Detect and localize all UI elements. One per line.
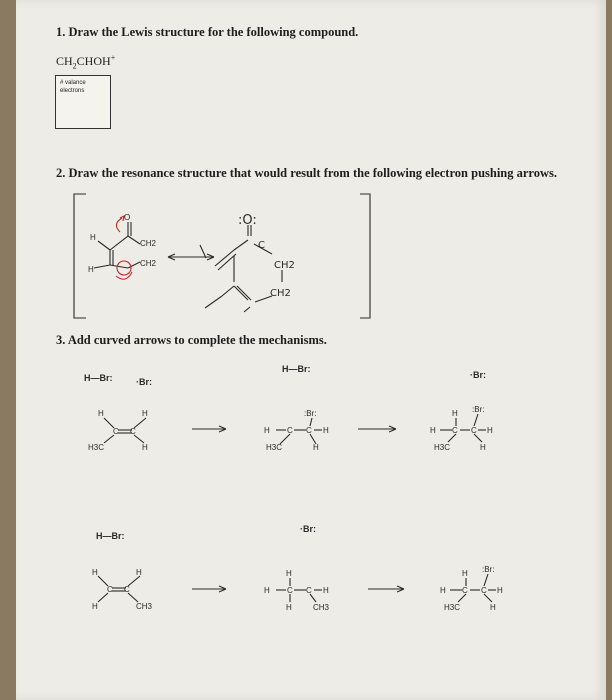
svg-text:H3C: H3C bbox=[266, 443, 283, 452]
q2-h-top: H bbox=[90, 233, 96, 242]
svg-text:H: H bbox=[313, 443, 319, 452]
svg-text::Br:: :Br: bbox=[482, 565, 495, 574]
svg-text:H: H bbox=[462, 569, 468, 578]
svg-text:H: H bbox=[323, 426, 329, 435]
svg-text:H: H bbox=[323, 586, 329, 595]
right-bracket bbox=[360, 194, 370, 318]
bromide-1: ·Br: bbox=[136, 377, 152, 387]
q2-ch2-top: CH2 bbox=[140, 239, 157, 248]
question-2-number: 2. bbox=[56, 166, 66, 180]
svg-text:H: H bbox=[264, 586, 270, 595]
intermediate-2-bonds bbox=[276, 578, 322, 602]
svg-text:C: C bbox=[107, 585, 113, 594]
svg-text:H3C: H3C bbox=[434, 443, 451, 452]
svg-text:H: H bbox=[440, 586, 446, 595]
svg-text:C: C bbox=[287, 426, 293, 435]
svg-text:H: H bbox=[264, 426, 270, 435]
svg-text:H3C: H3C bbox=[444, 603, 461, 612]
svg-text:H: H bbox=[490, 603, 496, 612]
svg-text:H: H bbox=[480, 443, 486, 452]
bromide-2: ·Br: bbox=[470, 370, 486, 380]
q2-h-bottom: H bbox=[88, 265, 94, 274]
red-electron-arrows bbox=[116, 216, 132, 279]
question-2-text: Draw the resonance structure that would result from the following electron pushing arrows. bbox=[68, 166, 558, 180]
question-1-number: 1. bbox=[56, 25, 66, 39]
svg-text::Br:: :Br: bbox=[472, 405, 485, 414]
svg-text:C: C bbox=[471, 426, 477, 435]
svg-text:H: H bbox=[92, 602, 98, 611]
valence-box-label-1: # valance bbox=[60, 80, 86, 86]
svg-text:H: H bbox=[92, 568, 98, 577]
svg-text:C: C bbox=[113, 427, 119, 436]
mechanism-2-arrows bbox=[192, 586, 404, 592]
alkene-2-bonds bbox=[98, 576, 140, 602]
mechanism-1-arrows bbox=[192, 426, 396, 432]
svg-text:H: H bbox=[142, 409, 148, 418]
q2-oxygen: O bbox=[124, 213, 131, 222]
svg-text:H: H bbox=[98, 409, 104, 418]
svg-text:C: C bbox=[481, 586, 487, 595]
question-3-number: 3. bbox=[56, 333, 66, 347]
svg-text:H: H bbox=[142, 443, 148, 452]
product-2-bonds bbox=[450, 574, 496, 602]
left-bracket bbox=[74, 194, 86, 318]
svg-text:C: C bbox=[452, 426, 458, 435]
valence-box-label-2: electrons bbox=[60, 88, 85, 94]
svg-text:H: H bbox=[430, 426, 436, 435]
hbr-reagent-1: H—Br: bbox=[84, 373, 113, 383]
hw-oxygen: :O: bbox=[238, 213, 257, 228]
svg-text:C: C bbox=[287, 586, 293, 595]
svg-text:C: C bbox=[124, 585, 130, 594]
compound-formula: $CH_2CHOH^+$ bbox=[56, 53, 116, 71]
q2-ch2-bottom: CH2 bbox=[140, 259, 157, 268]
bromide-3: ·Br: bbox=[300, 524, 316, 534]
svg-text:C: C bbox=[306, 426, 312, 435]
svg-text:H: H bbox=[487, 426, 493, 435]
product-1-bonds bbox=[440, 414, 486, 442]
svg-text::Br:: :Br: bbox=[304, 409, 317, 418]
svg-text:C: C bbox=[130, 427, 136, 436]
svg-text:H: H bbox=[286, 569, 292, 578]
svg-text:H: H bbox=[452, 409, 458, 418]
hw-carbon: C bbox=[258, 240, 265, 251]
question-3-text: Add curved arrows to complete the mechanisms. bbox=[67, 333, 327, 347]
hbr-reagent-3: H—Br: bbox=[96, 531, 125, 541]
question-1-text: Draw the Lewis structure for the following compound. bbox=[68, 25, 359, 39]
svg-text:H3C: H3C bbox=[88, 443, 105, 452]
svg-text:C: C bbox=[306, 586, 312, 595]
hw-ch2-top: CH2 bbox=[274, 260, 295, 271]
intermediate-1-bonds bbox=[276, 418, 322, 444]
svg-text:C: C bbox=[462, 586, 468, 595]
alkene-1-bonds bbox=[104, 418, 146, 443]
hw-ch2-bottom: CH2 bbox=[270, 288, 291, 299]
svg-text:H: H bbox=[497, 586, 503, 595]
svg-text:CH3: CH3 bbox=[136, 602, 153, 611]
svg-text:H: H bbox=[286, 603, 292, 612]
svg-text:H: H bbox=[136, 568, 142, 577]
svg-text:CH3: CH3 bbox=[313, 603, 330, 612]
hbr-reagent-2: H—Br: bbox=[282, 364, 311, 374]
